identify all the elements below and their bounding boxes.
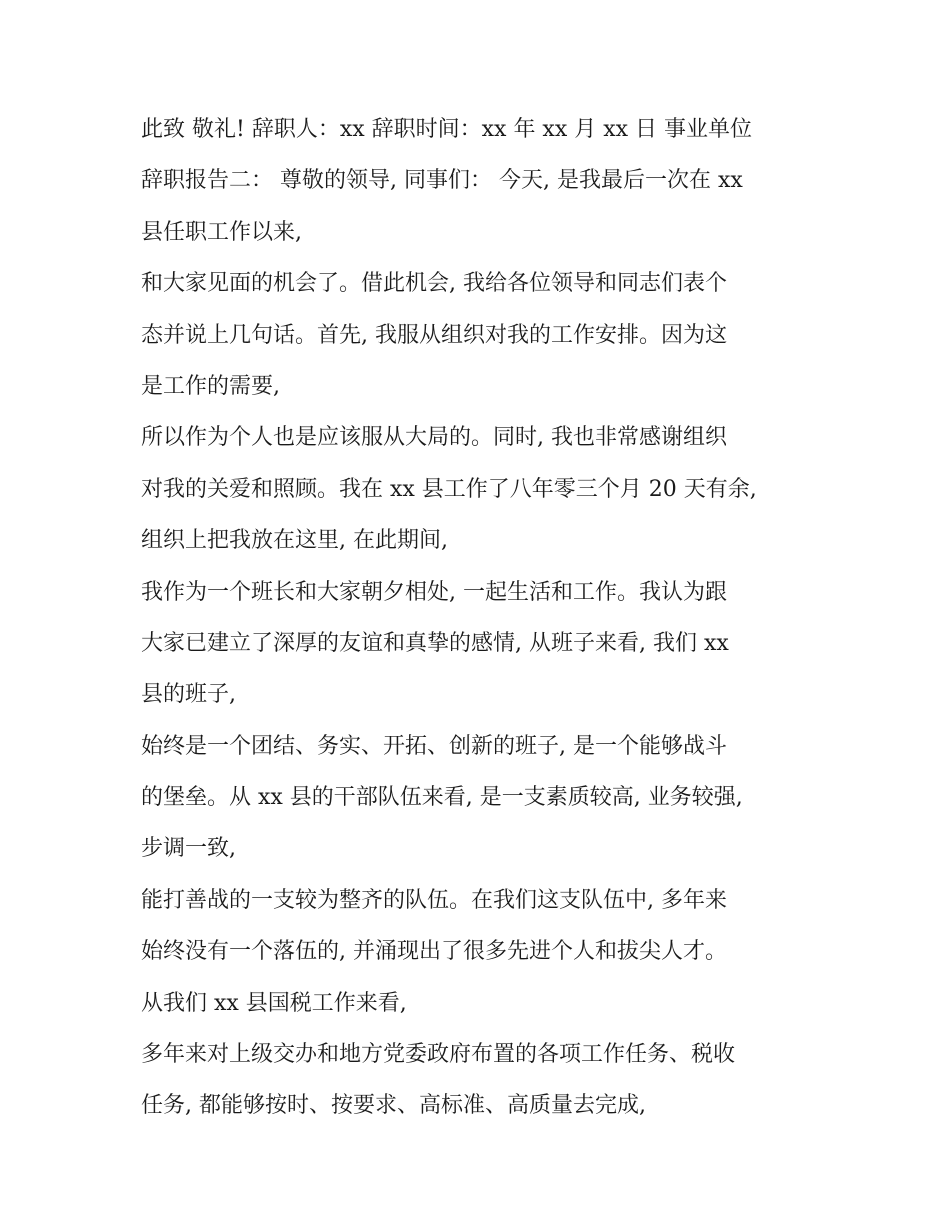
text-line: 态并说上几句话。首先, 我服从组织对我的工作安排。因为这 xyxy=(141,322,727,348)
text-line: 对我的关爱和照顾。我在 xx 县工作了八年零三个月 20 天有余, xyxy=(141,476,757,502)
text-line: 始终是一个团结、务实、开拓、创新的班子, 是一个能够战斗 xyxy=(141,733,727,759)
text-line: 从我们 xx 县国税工作来看, xyxy=(141,990,407,1016)
text-line: 县任职工作以来, xyxy=(141,219,302,245)
document-body xyxy=(141,104,821,1132)
text-line: 能打善战的一支较为整齐的队伍。在我们这支队伍中, 多年来 xyxy=(141,887,727,913)
text-line: 步调一致, xyxy=(141,836,236,862)
text-line: 始终没有一个落伍的, 并涌现出了很多先进个人和拔尖人才。 xyxy=(141,939,727,965)
text-line: 此致 敬礼! 辞职人：xx 辞职时间：xx 年 xx 月 xx 日 事业单位 xyxy=(141,117,753,142)
text-line: 是工作的需要, xyxy=(141,373,280,399)
text-line: 县的班子, xyxy=(141,682,236,708)
text-line: 大家已建立了深厚的友谊和真挚的感情, 从班子来看, 我们 xx xyxy=(141,630,729,656)
text-line: 的堡垒。从 xx 县的干部队伍来看, 是一支素质较高, 业务较强, xyxy=(141,785,743,811)
text-line: 组织上把我放在这里, 在此期间, xyxy=(141,528,448,554)
text-line: 辞职报告二： 尊敬的领导, 同事们： 今天, 是我最后一次在 xx xyxy=(141,168,743,194)
text-line: 我作为一个班长和大家朝夕相处, 一起生活和工作。我认为跟 xyxy=(141,579,727,605)
text-line: 多年来对上级交办和地方党委政府布置的各项工作任务、税收 xyxy=(141,1042,736,1068)
text-line: 任务, 都能够按时、按要求、高标准、高质量去完成, xyxy=(141,1093,646,1119)
text-line: 所以作为个人也是应该服从大局的。同时, 我也非常感谢组织 xyxy=(141,425,727,451)
text-line: 和大家见面的机会了。借此机会, 我给各位领导和同志们表个 xyxy=(141,271,727,297)
